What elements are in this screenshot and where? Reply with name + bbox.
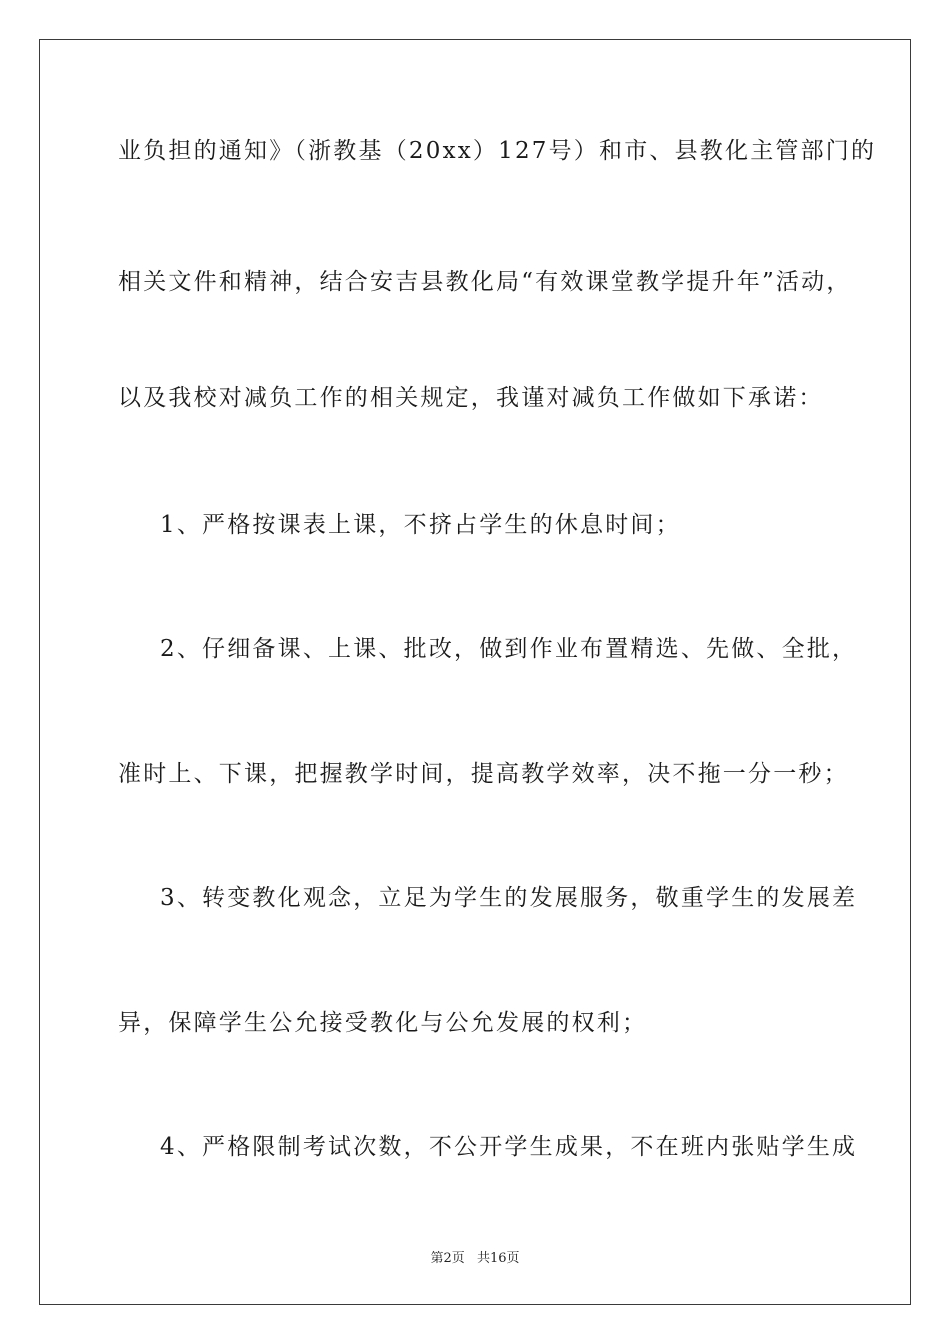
list-item-4: 4、严格限制考试次数，不公开学生成果，不在班内张贴学生成 <box>160 1134 858 1160</box>
text-line: 准时上、下课，把握教学时间，提高教学效率，决不拖一分一秒； <box>118 761 849 787</box>
text-line: 相关文件和精神，结合安吉县教化局“有效课堂教学提升年”活动， <box>118 269 852 295</box>
list-item-1: 1、严格按课表上课，不挤占学生的休息时间； <box>160 512 681 538</box>
page-total: 共16页 <box>476 1251 520 1266</box>
list-item-3: 3、转变教化观念，立足为学生的发展服务，敬重学生的发展差 <box>160 885 858 911</box>
page-border <box>39 39 911 1305</box>
text-line: 以及我校对减负工作的相关规定，我谨对减负工作做如下承诺： <box>118 385 824 411</box>
list-item-2: 2、仔细备课、上课、批改，做到作业布置精选、先做、全批， <box>160 636 858 662</box>
text-line: 异，保障学生公允接受教化与公允发展的权利； <box>118 1010 648 1036</box>
page-footer <box>0 1247 950 1266</box>
page-number: 第2页 <box>430 1251 465 1266</box>
text-line: 业负担的通知》（浙教基（20xx）127号）和市、县教化主管部门的 <box>118 138 877 164</box>
